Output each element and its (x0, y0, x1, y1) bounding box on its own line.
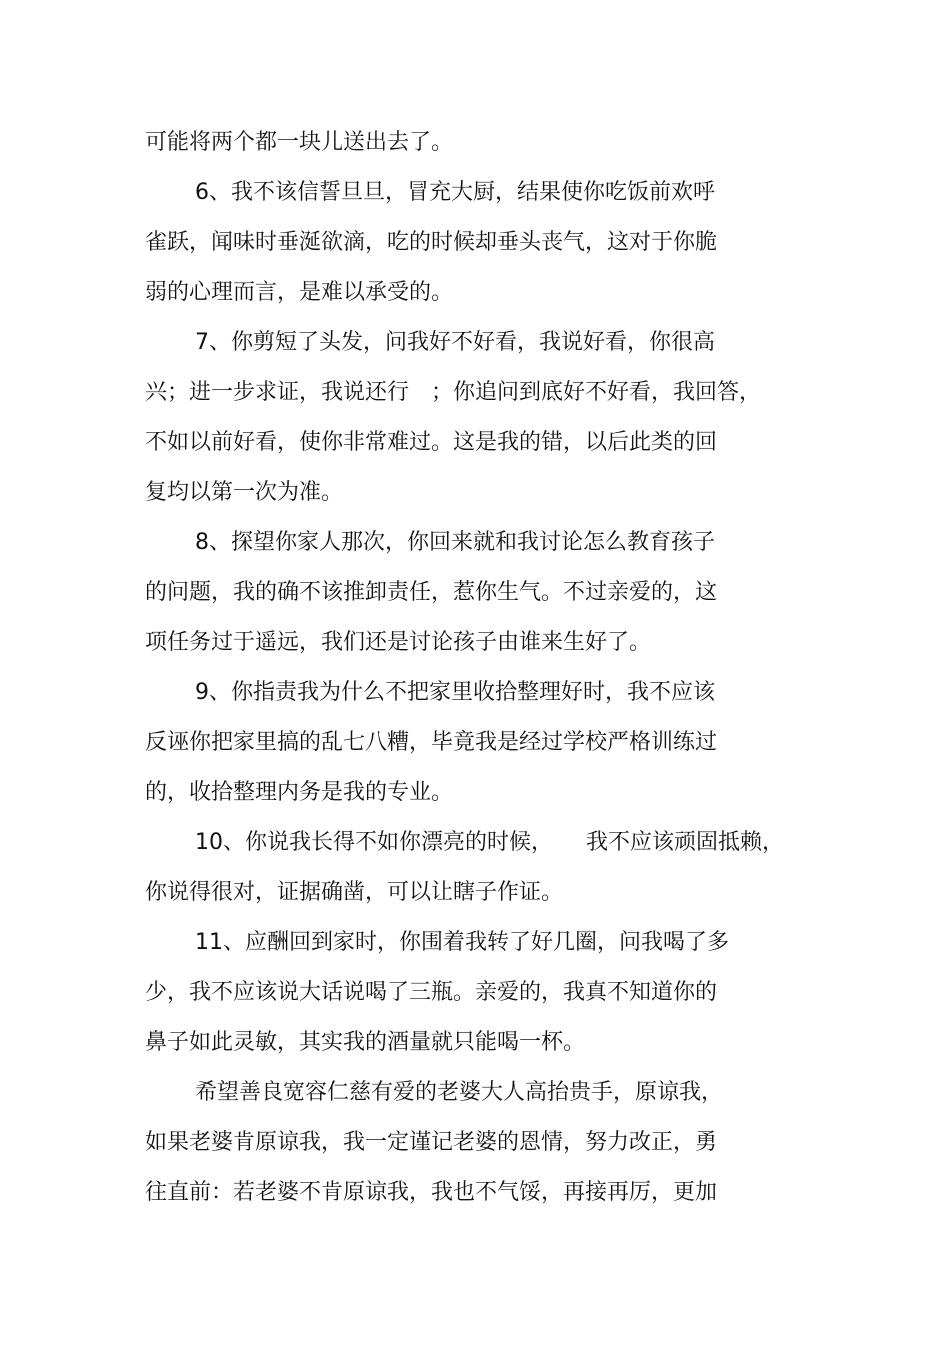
text-line: 你说得很对，证据确凿，可以让瞎子作证。 (145, 880, 564, 905)
text-line: 反诬你把家里搞的乱七八糟，毕竟我是经过学校严格训练过 (145, 730, 718, 755)
text-line: 9、你指责我为什么不把家里收拾整理好时，我不应该 (195, 680, 715, 705)
text-line: 8、探望你家人那次，你回来就和我讨论怎么教育孩子 (195, 530, 715, 555)
text-line: 往直前：若老婆不肯原谅我，我也不气馁，再接再厉，更加 (145, 1180, 718, 1205)
text-line: 11、应酬回到家时，你围着我转了好几圈，问我喝了多 (195, 930, 729, 955)
text-line: 少，我不应该说大话说喝了三瓶。亲爱的，我真不知道你的 (145, 980, 718, 1005)
text-line: 如果老婆肯原谅我，我一定谨记老婆的恩情，努力改正，勇 (145, 1130, 718, 1155)
text-line: 复均以第一次为准。 (145, 480, 344, 505)
text-line: 的，收拾整理内务是我的专业。 (145, 780, 454, 805)
text-line: 兴；进一步求证，我说还行 ；你追问到底好不好看，我回答， (145, 380, 762, 405)
text-line: 不如以前好看，使你非常难过。这是我的错，以后此类的回 (145, 430, 718, 455)
text-line: 可能将两个都一块儿送出去了。 (145, 130, 454, 155)
text-line: 项任务过于遥远，我们还是讨论孩子由谁来生好了。 (145, 630, 652, 655)
text-line: 弱的心理而言，是难以承受的。 (145, 280, 454, 305)
text-line: 7、你剪短了头发，问我好不好看，我说好看，你很高 (195, 330, 715, 355)
text-line: 的问题，我的确不该推卸责任，惹你生气。不过亲爱的，这 (145, 580, 718, 605)
text-line: 雀跃，闻味时垂涎欲滴，吃的时候却垂头丧气，这对于你脆 (145, 230, 718, 255)
text-line: 希望善良宽容仁慈有爱的老婆大人高抬贵手，原谅我， (195, 1080, 724, 1105)
text-line: 6、我不该信誓旦旦，冒充大厨，结果使你吃饭前欢呼 (195, 180, 715, 205)
text-line: 鼻子如此灵敏，其实我的酒量就只能喝一杯。 (145, 1030, 586, 1055)
text-line: 10、你说我长得不如你漂亮的时候， 我不应该顽固抵赖， (195, 830, 784, 855)
